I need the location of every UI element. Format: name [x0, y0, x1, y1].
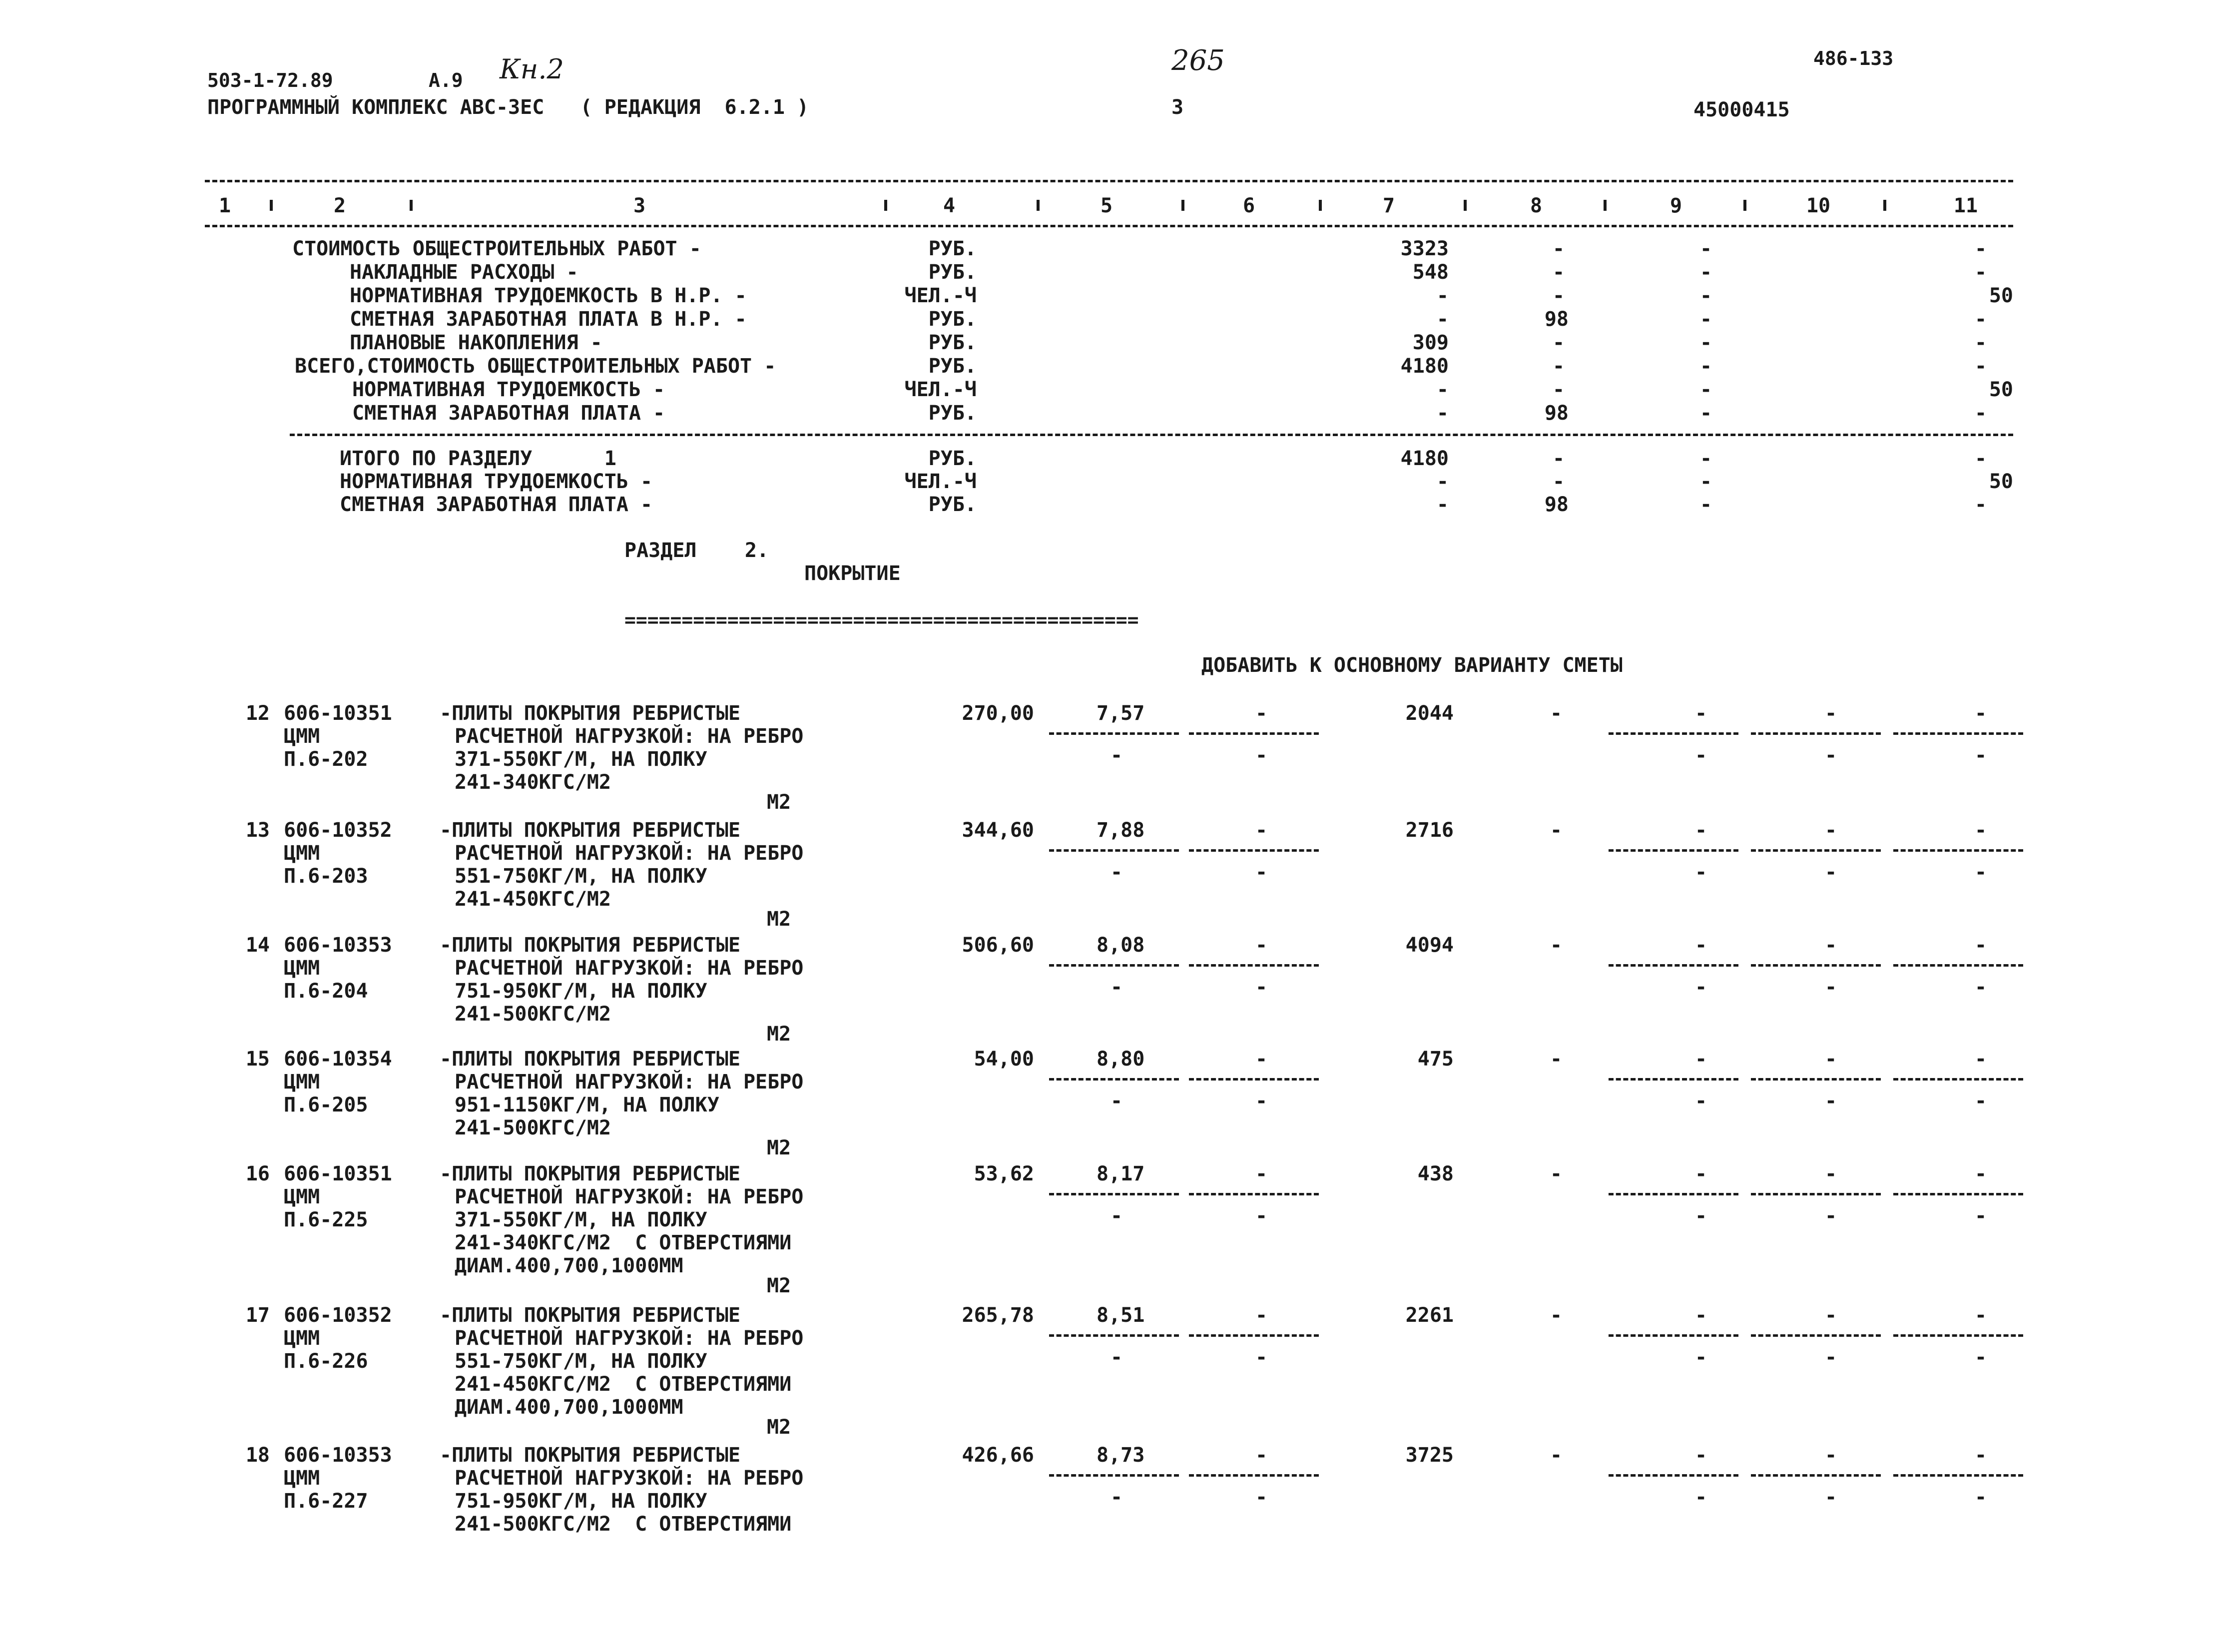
item-base: ЦММ [284, 725, 320, 748]
sub-separator [1893, 1474, 2023, 1477]
item-col10: - [1824, 934, 1837, 957]
summary-col8: - [1552, 261, 1565, 284]
sub-separator [1189, 1474, 1319, 1477]
column-header-10: 10 [1806, 194, 1831, 217]
item-ref: П.6-205 [284, 1094, 368, 1116]
summary-col7: - [1436, 402, 1449, 425]
column-separator [1181, 200, 1184, 211]
item-sub-col5: - [1110, 976, 1123, 999]
summary-col9: - [1699, 355, 1712, 378]
total-col7: - [1436, 493, 1449, 516]
summary-unit: ЧЕЛ.-Ч [904, 378, 977, 401]
summary-col9: - [1699, 331, 1712, 354]
total-unit: РУБ. [928, 493, 977, 516]
item-sub-col9: - [1694, 976, 1707, 999]
item-number: 17 [245, 1304, 270, 1327]
doc-code: 503-1-72.89 [207, 69, 333, 91]
summary-col11: 50 [1989, 378, 2013, 401]
column-separator [1604, 200, 1607, 211]
sub-separator [1609, 964, 1738, 967]
column-separator [270, 200, 273, 211]
item-col11: - [1974, 1048, 1987, 1071]
column-header-6: 6 [1242, 194, 1255, 217]
item-col11: - [1974, 1162, 1987, 1185]
sub-separator [1049, 732, 1179, 735]
item-col7: 2044 [1405, 702, 1454, 725]
summary-col9: - [1699, 261, 1712, 284]
sub-separator [1751, 1334, 1881, 1337]
item-col8: - [1550, 702, 1563, 725]
summary-col8: - [1552, 355, 1565, 378]
total-col11: - [1974, 447, 1987, 470]
program-line: ПРОГРАММНЫЙ КОМПЛЕКС АВС-ЗЕС ( РЕДАКЦИЯ 6.2.1 ) [207, 96, 809, 119]
sub-separator [1751, 964, 1881, 967]
item-col7: 438 [1417, 1162, 1454, 1185]
sub-separator [1751, 1193, 1881, 1195]
item-col9: - [1694, 1444, 1707, 1467]
item-unit: М2 [767, 1274, 791, 1297]
book-note: Кн.2 [500, 53, 564, 85]
column-separator [884, 200, 887, 211]
total-unit: РУБ. [928, 447, 977, 470]
item-ref: П.6-203 [284, 865, 368, 888]
item-col10: - [1824, 1304, 1837, 1327]
sub-separator [1751, 849, 1881, 852]
item-col6: - [1255, 1048, 1268, 1071]
item-description-line: РАСЧЕТНОЙ НАГРУЗКОЙ: НА РЕБРО [455, 1185, 804, 1208]
summary-col7: - [1436, 378, 1449, 401]
summary-col11: - [1974, 237, 1987, 260]
item-number: 12 [245, 702, 270, 725]
item-quantity: 506,60 [962, 934, 1034, 957]
summary-unit: РУБ. [928, 237, 977, 260]
item-quantity: 265,78 [962, 1304, 1034, 1327]
summary-col7: 3323 [1400, 237, 1449, 260]
item-sub-col11: - [1974, 1346, 1987, 1369]
summary-col7: 548 [1412, 261, 1449, 284]
summary-unit: РУБ. [928, 402, 977, 425]
item-sub-col9: - [1694, 744, 1707, 767]
total-col8: - [1552, 447, 1565, 470]
item-base: ЦММ [284, 1071, 320, 1094]
item-sub-col6: - [1255, 1090, 1268, 1112]
item-description-line: 751-950КГ/М, НА ПОЛКУ [455, 1490, 707, 1513]
summary-unit: РУБ. [928, 308, 977, 331]
item-sub-col10: - [1824, 861, 1837, 884]
item-price: 7,57 [1097, 702, 1145, 725]
item-col11: - [1974, 702, 1987, 725]
sub-separator [1049, 849, 1179, 852]
column-separator [410, 200, 413, 211]
column-header-9: 9 [1669, 194, 1682, 217]
item-description-line: 371-550КГ/М, НА ПОЛКУ [455, 1208, 707, 1231]
item-description-line: 751-950КГ/М, НА ПОЛКУ [455, 980, 707, 1003]
item-number: 18 [245, 1444, 270, 1467]
item-description-line: -ПЛИТЫ ПОКРЫТИЯ РЕБРИСТЫЕ [440, 1304, 741, 1327]
item-base: ЦММ [284, 1327, 320, 1350]
sub-separator [1609, 849, 1738, 852]
item-col11: - [1974, 934, 1987, 957]
item-base: ЦММ [284, 957, 320, 980]
sub-separator [1609, 732, 1738, 735]
column-header-5: 5 [1100, 194, 1113, 217]
item-ref: П.6-202 [284, 748, 368, 771]
summary-col11: 50 [1989, 284, 2013, 307]
item-sub-col10: - [1824, 744, 1837, 767]
sub-separator [1751, 1078, 1881, 1081]
item-price: 8,51 [1097, 1304, 1145, 1327]
item-col9: - [1694, 1162, 1707, 1185]
sub-separator [1893, 1193, 2023, 1195]
top-rule [205, 180, 2013, 182]
item-col8: - [1550, 1048, 1563, 1071]
summary-col7: 4180 [1400, 355, 1449, 378]
summary-label: НОРМАТИВНАЯ ТРУДОЕМКОСТЬ В Н.Р. - [350, 284, 747, 307]
total-col11: 50 [1989, 470, 2013, 493]
item-description-line: -ПЛИТЫ ПОКРЫТИЯ РЕБРИСТЫЕ [440, 1444, 741, 1467]
summary-unit: РУБ. [928, 355, 977, 378]
item-description-line: -ПЛИТЫ ПОКРЫТИЯ РЕБРИСТЫЕ [440, 819, 741, 842]
totals-rule [290, 434, 2013, 436]
item-code: 606-10353 [284, 934, 392, 957]
item-price: 8,08 [1097, 934, 1145, 957]
total-col9: - [1699, 447, 1712, 470]
item-code: 606-10351 [284, 1162, 392, 1185]
column-header-4: 4 [943, 194, 956, 217]
item-number: 16 [245, 1162, 270, 1185]
column-separator [1319, 200, 1322, 211]
item-description-line: 241-450КГС/М2 С ОТВЕРСТИЯМИ [455, 1373, 792, 1396]
item-col6: - [1255, 1304, 1268, 1327]
summary-col8: - [1552, 237, 1565, 260]
sub-separator [1189, 732, 1319, 735]
item-unit: М2 [767, 1416, 791, 1439]
item-description-line: -ПЛИТЫ ПОКРЫТИЯ РЕБРИСТЫЕ [440, 1162, 741, 1185]
summary-col8: 98 [1544, 308, 1569, 331]
doc-number: 45000415 [1693, 98, 1790, 121]
total-col7: - [1436, 470, 1449, 493]
sub-separator [1189, 1334, 1319, 1337]
item-col9: - [1694, 1048, 1707, 1071]
item-ref: П.6-226 [284, 1350, 368, 1373]
item-sub-col5: - [1110, 1204, 1123, 1227]
summary-col9: - [1699, 308, 1712, 331]
item-ref: П.6-225 [284, 1208, 368, 1231]
total-col8: - [1552, 470, 1565, 493]
sub-separator [1189, 964, 1319, 967]
item-col8: - [1550, 1304, 1563, 1327]
summary-col11: - [1974, 308, 1987, 331]
total-col7: 4180 [1400, 447, 1449, 470]
sub-separator [1751, 1474, 1881, 1477]
summary-label: ВСЕГО,СТОИМОСТЬ ОБЩЕСТРОИТЕЛЬНЫХ РАБОТ - [295, 355, 776, 378]
item-col11: - [1974, 1444, 1987, 1467]
column-separator [1037, 200, 1040, 211]
item-description-line: -ПЛИТЫ ПОКРЫТИЯ РЕБРИСТЫЕ [440, 702, 741, 725]
item-sub-col11: - [1974, 744, 1987, 767]
item-col6: - [1255, 702, 1268, 725]
item-description-line: 551-750КГ/М, НА ПОЛКУ [455, 1350, 707, 1373]
item-sub-col10: - [1824, 976, 1837, 999]
item-description-line: 241-340КГС/М2 [455, 771, 611, 794]
item-col7: 2716 [1405, 819, 1454, 842]
column-header-8: 8 [1530, 194, 1543, 217]
sub-separator [1893, 849, 2023, 852]
column-header-3: 3 [633, 194, 646, 217]
sub-separator [1049, 1193, 1179, 1195]
summary-col11: - [1974, 402, 1987, 425]
summary-col11: - [1974, 331, 1987, 354]
item-number: 13 [245, 819, 270, 842]
item-quantity: 270,00 [962, 702, 1034, 725]
item-sub-col5: - [1110, 861, 1123, 884]
item-sub-col11: - [1974, 976, 1987, 999]
item-sub-col9: - [1694, 1204, 1707, 1227]
summary-label: ПЛАНОВЫЕ НАКОПЛЕНИЯ - [350, 331, 602, 354]
section-separator: ============================================= [624, 609, 1139, 631]
total-col9: - [1699, 470, 1712, 493]
summary-col11: - [1974, 261, 1987, 284]
item-col10: - [1824, 1444, 1837, 1467]
item-number: 15 [245, 1048, 270, 1071]
sub-separator [1049, 1474, 1179, 1477]
item-col7: 475 [1417, 1048, 1454, 1071]
item-sub-col9: - [1694, 1486, 1707, 1509]
summary-col9: - [1699, 284, 1712, 307]
sub-separator [1049, 1078, 1179, 1081]
summary-col8: - [1552, 284, 1565, 307]
page-number: 3 [1171, 96, 1184, 119]
item-code: 606-10352 [284, 1304, 392, 1327]
item-sub-col5: - [1110, 744, 1123, 767]
total-label: НОРМАТИВНАЯ ТРУДОЕМКОСТЬ - [340, 470, 653, 493]
item-col10: - [1824, 1048, 1837, 1071]
sub-separator [1609, 1474, 1738, 1477]
sub-separator [1609, 1334, 1738, 1337]
item-description-line: 241-450КГС/М2 [455, 888, 611, 911]
item-code: 606-10351 [284, 702, 392, 725]
item-price: 8,80 [1097, 1048, 1145, 1071]
item-unit: М2 [767, 1023, 791, 1046]
item-col10: - [1824, 819, 1837, 842]
item-quantity: 426,66 [962, 1444, 1034, 1467]
item-number: 14 [245, 934, 270, 957]
item-description-line: 371-550КГ/М, НА ПОЛКУ [455, 748, 707, 771]
item-description-line: РАСЧЕТНОЙ НАГРУЗКОЙ: НА РЕБРО [455, 1071, 804, 1094]
summary-col9: - [1699, 378, 1712, 401]
item-base: ЦММ [284, 1185, 320, 1208]
item-sub-col6: - [1255, 1346, 1268, 1369]
item-col11: - [1974, 819, 1987, 842]
section-title: ПОКРЫТИЕ [804, 562, 901, 585]
item-sub-col10: - [1824, 1486, 1837, 1509]
item-sub-col6: - [1255, 1204, 1268, 1227]
item-col8: - [1550, 819, 1563, 842]
album-code: А.9 [429, 69, 463, 91]
sub-separator [1189, 1078, 1319, 1081]
summary-col11: - [1974, 355, 1987, 378]
item-description-line: 241-500КГС/М2 [455, 1116, 611, 1139]
sub-separator [1609, 1193, 1738, 1195]
item-price: 8,17 [1097, 1162, 1145, 1185]
item-sub-col6: - [1255, 744, 1268, 767]
summary-unit: ЧЕЛ.-Ч [904, 284, 977, 307]
summary-unit: РУБ. [928, 331, 977, 354]
header-bottom-rule [205, 225, 2013, 227]
item-description-line: 241-500КГС/М2 [455, 1003, 611, 1026]
sub-separator [1189, 849, 1319, 852]
item-sub-col11: - [1974, 1090, 1987, 1112]
summary-label: СТОИМОСТЬ ОБЩЕСТРОИТЕЛЬНЫХ РАБОТ - [292, 237, 701, 260]
item-col7: 3725 [1405, 1444, 1454, 1467]
item-description-line: 241-340КГС/М2 С ОТВЕРСТИЯМИ [455, 1231, 792, 1254]
item-unit: М2 [767, 1136, 791, 1159]
item-code: 606-10352 [284, 819, 392, 842]
summary-label: НАКЛАДНЫЕ РАСХОДЫ - [350, 261, 578, 284]
total-col8: 98 [1544, 493, 1569, 516]
item-col8: - [1550, 1162, 1563, 1185]
summary-label: СМЕТНАЯ ЗАРАБОТНАЯ ПЛАТА - [352, 402, 665, 425]
item-sub-col10: - [1824, 1204, 1837, 1227]
column-separator [1464, 200, 1467, 211]
item-price: 8,73 [1097, 1444, 1145, 1467]
total-col11: - [1974, 493, 1987, 516]
item-sub-col9: - [1694, 1346, 1707, 1369]
item-quantity: 344,60 [962, 819, 1034, 842]
column-separator [1883, 200, 1886, 211]
sub-separator [1893, 964, 2023, 967]
item-col11: - [1974, 1304, 1987, 1327]
sub-separator [1751, 732, 1881, 735]
summary-label: НОРМАТИВНАЯ ТРУДОЕМКОСТЬ - [352, 378, 665, 401]
item-col7: 2261 [1405, 1304, 1454, 1327]
item-description-line: РАСЧЕТНОЙ НАГРУЗКОЙ: НА РЕБРО [455, 957, 804, 980]
item-quantity: 54,00 [974, 1048, 1034, 1071]
sub-separator [1893, 1078, 2023, 1081]
summary-label: СМЕТНАЯ ЗАРАБОТНАЯ ПЛАТА В Н.Р. - [350, 308, 747, 331]
sub-separator [1893, 1334, 2023, 1337]
column-header-11: 11 [1953, 194, 1978, 217]
item-code: 606-10354 [284, 1048, 392, 1071]
total-label: СМЕТНАЯ ЗАРАБОТНАЯ ПЛАТА - [340, 493, 653, 516]
item-sub-col9: - [1694, 1090, 1707, 1112]
item-ref: П.6-227 [284, 1490, 368, 1513]
item-col6: - [1255, 934, 1268, 957]
summary-col7: - [1436, 308, 1449, 331]
item-col6: - [1255, 1162, 1268, 1185]
sub-separator [1893, 732, 2023, 735]
item-base: ЦММ [284, 842, 320, 865]
column-header-1: 1 [218, 194, 231, 217]
sub-separator [1189, 1193, 1319, 1195]
total-unit: ЧЕЛ.-Ч [904, 470, 977, 493]
item-price: 7,88 [1097, 819, 1145, 842]
item-col9: - [1694, 1304, 1707, 1327]
summary-col9: - [1699, 237, 1712, 260]
item-description-line: ДИАМ.400,700,1000ММ [455, 1254, 683, 1277]
column-header-7: 7 [1382, 194, 1395, 217]
item-col10: - [1824, 702, 1837, 725]
item-description-line: РАСЧЕТНОЙ НАГРУЗКОЙ: НА РЕБРО [455, 725, 804, 748]
item-sub-col10: - [1824, 1346, 1837, 1369]
item-ref: П.6-204 [284, 980, 368, 1003]
item-col9: - [1694, 819, 1707, 842]
item-description-line: 951-1150КГ/М, НА ПОЛКУ [455, 1094, 719, 1116]
sub-separator [1049, 1334, 1179, 1337]
item-description-line: РАСЧЕТНОЙ НАГРУЗКОЙ: НА РЕБРО [455, 1327, 804, 1350]
summary-col7: 309 [1412, 331, 1449, 354]
item-col7: 4094 [1405, 934, 1454, 957]
summary-unit: РУБ. [928, 261, 977, 284]
item-description-line: -ПЛИТЫ ПОКРЫТИЯ РЕБРИСТЫЕ [440, 934, 741, 957]
column-header-2: 2 [333, 194, 346, 217]
summary-col8: 98 [1544, 402, 1569, 425]
sub-separator [1049, 964, 1179, 967]
sub-separator [1609, 1078, 1738, 1081]
item-description-line: 241-500КГС/М2 С ОТВЕРСТИЯМИ [455, 1513, 792, 1536]
item-sub-col9: - [1694, 861, 1707, 884]
page-handwritten: 265 [1171, 44, 1225, 77]
item-sub-col5: - [1110, 1090, 1123, 1112]
item-col9: - [1694, 702, 1707, 725]
item-base: ЦММ [284, 1467, 320, 1490]
column-separator [1743, 200, 1746, 211]
item-col6: - [1255, 819, 1268, 842]
summary-col9: - [1699, 402, 1712, 425]
item-sub-col6: - [1255, 1486, 1268, 1509]
item-sub-col11: - [1974, 1486, 1987, 1509]
total-col9: - [1699, 493, 1712, 516]
item-col8: - [1550, 1444, 1563, 1467]
item-description-line: РАСЧЕТНОЙ НАГРУЗКОЙ: НА РЕБРО [455, 1467, 804, 1490]
item-unit: М2 [767, 791, 791, 814]
item-description-line: 551-750КГ/М, НА ПОЛКУ [455, 865, 707, 888]
summary-col8: - [1552, 378, 1565, 401]
item-sub-col5: - [1110, 1486, 1123, 1509]
item-col8: - [1550, 934, 1563, 957]
item-col10: - [1824, 1162, 1837, 1185]
item-sub-col11: - [1974, 1204, 1987, 1227]
right-code: 486-133 [1813, 47, 1894, 69]
summary-col8: - [1552, 331, 1565, 354]
item-sub-col6: - [1255, 861, 1268, 884]
item-sub-col11: - [1974, 861, 1987, 884]
item-quantity: 53,62 [974, 1162, 1034, 1185]
item-sub-col6: - [1255, 976, 1268, 999]
item-description-line: -ПЛИТЫ ПОКРЫТИЯ РЕБРИСТЫЕ [440, 1048, 741, 1071]
section-label: РАЗДЕЛ 2. [624, 539, 769, 562]
item-col9: - [1694, 934, 1707, 957]
item-description-line: ДИАМ.400,700,1000ММ [455, 1396, 683, 1419]
item-unit: М2 [767, 908, 791, 931]
item-code: 606-10353 [284, 1444, 392, 1467]
summary-col7: - [1436, 284, 1449, 307]
total-label: ИТОГО ПО РАЗДЕЛУ 1 [340, 447, 616, 470]
item-description-line: РАСЧЕТНОЙ НАГРУЗКОЙ: НА РЕБРО [455, 842, 804, 865]
add-note: ДОБАВИТЬ К ОСНОВНОМУ ВАРИАНТУ СМЕТЫ [1201, 654, 1623, 677]
item-col6: - [1255, 1444, 1268, 1467]
item-sub-col10: - [1824, 1090, 1837, 1112]
item-sub-col5: - [1110, 1346, 1123, 1369]
